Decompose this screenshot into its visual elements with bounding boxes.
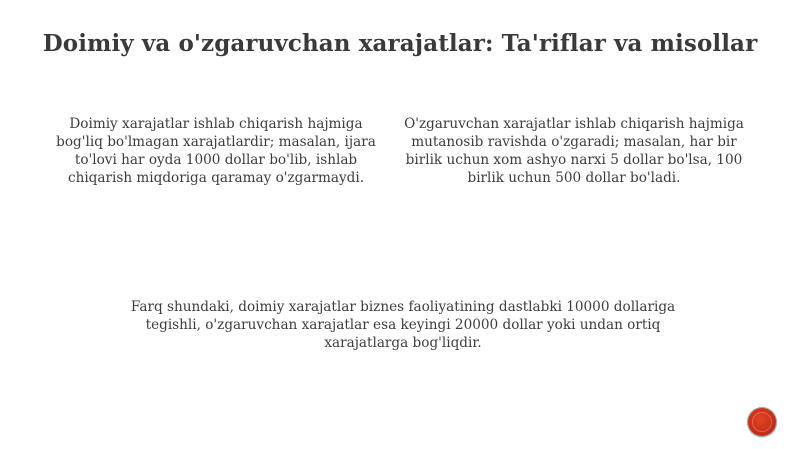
slide-title: Doimiy va o'zgaruvchan xarajatlar: Ta'riflar va misollar xyxy=(42,30,758,57)
fixed-costs-text: Doimiy xarajatlar ishlab chiqarish hajmiga bog'liq bo'lmagan xarajatlardir; masalan, ijara to'lovi har oyda 1000 dollar bo'lib, ishlab chiqarish miqdoriga qaramay o'zgarmaydi. xyxy=(56,116,376,186)
difference-text: Farq shundaki, doimiy xarajatlar biznes faoliyatining dastlabki 10000 dollariga tegishli, o'zgaruvchan xarajatlar esa keyingi 20000 dollar yoki undan ortiq xarajatlarga bog'liqdir. xyxy=(130,299,676,351)
next-slide-circle-icon[interactable] xyxy=(748,408,776,436)
variable-costs-text: O'zgaruvchan xarajatlar ishlab chiqarish hajmiga mutanosib ravishda o'zgaradi; masalan, har bir birlik uchun xom ashyo narxi 5 dollar bo'lsa, 100 birlik uchun 500 dollar bo'ladi. xyxy=(404,116,744,186)
